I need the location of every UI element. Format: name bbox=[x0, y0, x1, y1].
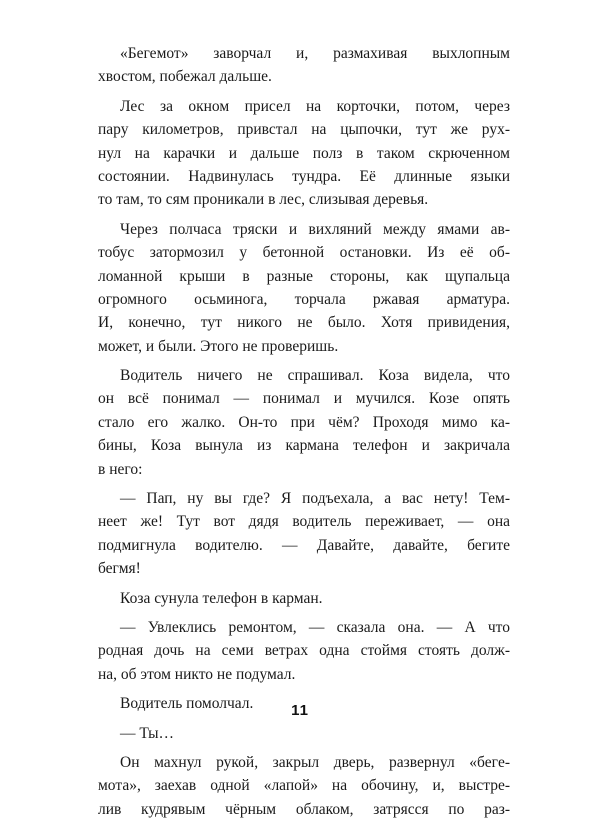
text-line: ломанной крыши в разные стороны, как щупальца bbox=[98, 267, 510, 285]
text-line: пару километров, привстал на цыпочки, тут же рух- bbox=[98, 121, 510, 139]
text-line: в него: bbox=[98, 460, 143, 478]
text-line: «Бегемот» заворчал и, размахивая выхлопным bbox=[120, 45, 510, 62]
text-line: лив кудрявым чёрным облаком, затрясся по раз- bbox=[98, 800, 510, 818]
paragraph bbox=[98, 616, 510, 686]
text-line: — Ты… bbox=[120, 724, 174, 742]
text-line: стало его жалко. Он-то при чём? Проходя мимо ка- bbox=[98, 413, 510, 431]
text-line: огромного осьминога, торчала ржавая арматура. bbox=[98, 290, 510, 308]
text-line: неет же! Тут вот дядя водитель переживает, — она bbox=[98, 513, 510, 531]
text-line: хвостом, побежал дальше. bbox=[98, 68, 272, 86]
text-line: Водитель помолчал. bbox=[120, 695, 254, 713]
text-line: родная дочь на семи ветрах одна стоймя стоять долж- bbox=[98, 642, 510, 660]
text-line: то там, то сям проникали в лес, слизывая деревья. bbox=[98, 191, 429, 209]
paragraph bbox=[98, 722, 510, 745]
paragraph bbox=[98, 218, 510, 358]
page-number: 11 bbox=[291, 702, 309, 719]
text-line: Через полчаса тряски и вихляний между ямами ав- bbox=[120, 220, 510, 238]
text-line: Коза сунула телефон в карман. bbox=[120, 589, 323, 607]
text-line: тобус затормозил у бетонной остановки. Из её об- bbox=[98, 244, 510, 262]
text-line: И, конечно, тут никого не было. Хотя привидения, bbox=[98, 314, 510, 332]
text-line: — Пап, ну вы где? Я подъехала, а вас нету! Тем- bbox=[120, 490, 510, 508]
paragraph bbox=[98, 95, 510, 212]
text-line: Он махнул рукой, закрыл дверь, развернул «бегe- bbox=[120, 753, 510, 771]
text-line: нул на карачки и дальше полз в таком скрюченном bbox=[98, 144, 510, 162]
text-line: он всё понимал — понимал и мучился. Козе опять bbox=[98, 390, 510, 408]
paragraph bbox=[98, 751, 510, 821]
text-line: подмигнула водителю. — Давайте, давайте, бегите bbox=[98, 536, 510, 554]
text-line: на, об этом никто не подумал. bbox=[98, 665, 296, 683]
paragraph bbox=[98, 42, 510, 89]
text-line: бегмя! bbox=[98, 560, 141, 578]
text-line: состоянии. Надвинулась тундра. Её длинные языки bbox=[98, 167, 510, 185]
text-line: мота», заехав одной «лапой» на обочину, и, выстре- bbox=[98, 777, 510, 795]
text-line: Водитель ничего не спрашивал. Коза видела, что bbox=[120, 367, 510, 385]
paragraph bbox=[98, 487, 510, 581]
text-line: бины, Коза вынула из кармана телефон и закричала bbox=[98, 437, 510, 455]
paragraph bbox=[98, 587, 510, 610]
text-line: — Увлеклись ремонтом, — сказала она. — А что bbox=[120, 618, 510, 636]
text-line: Лес за окном присел на корточки, потом, через bbox=[120, 97, 510, 115]
text-line: может, и были. Этого не проверишь. bbox=[98, 337, 339, 355]
paragraph bbox=[98, 364, 510, 481]
